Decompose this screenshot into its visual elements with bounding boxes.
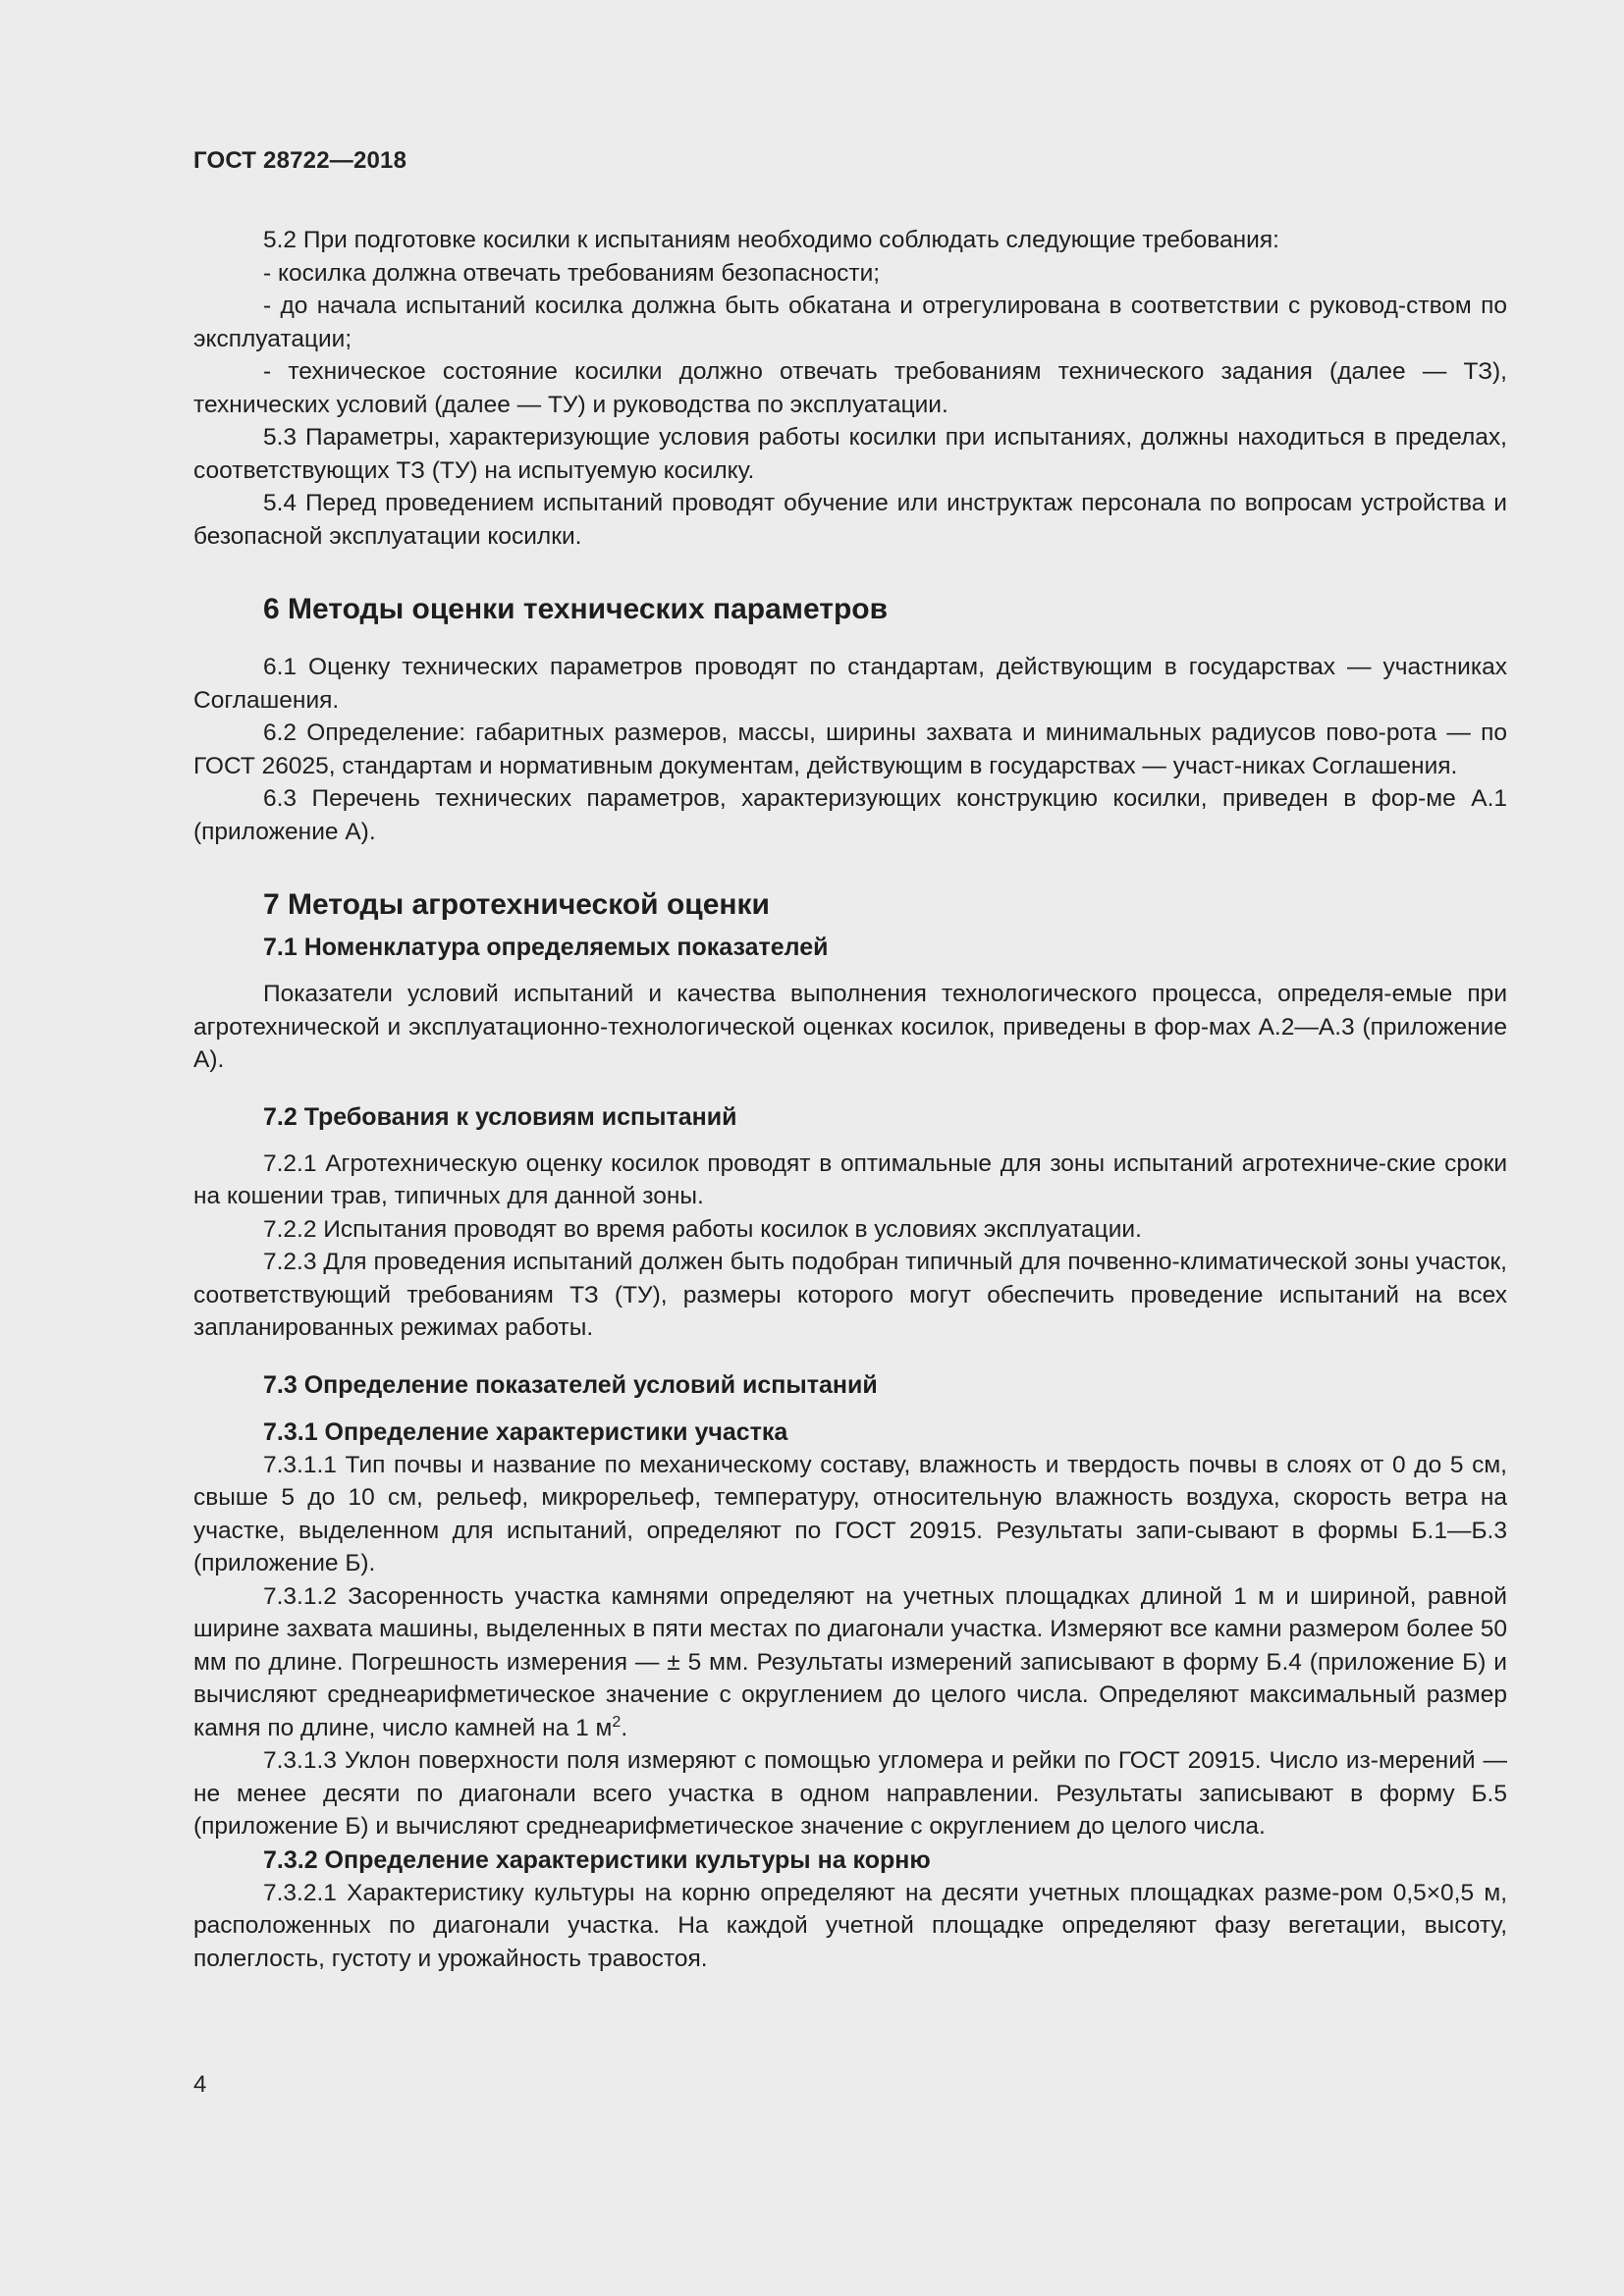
subsection-heading-7-1: 7.1 Номенклатура определяемых показателей [263,934,829,961]
paragraph-7-3-1-2-text: 7.3.1.2 Засоренность участка камнями определяют на учетных площадках длиной 1 м и шириной, равной ширине захвата машины, выделенных в пяти местах по диагонали участка. Измеряют все камни размером более 50 мм по длине. Погрешность измерения — ± 5 мм. Результаты измерений записывают в форму Б.4 (приложение Б) и вычисляют среднеарифметическое значение с округлением до целого числа. Определяют максимальный размер камня по длине, число камней на 1 м [193,1582,1507,1741]
paragraph-7-3-1-1: 7.3.1.1 Тип почвы и название по механическому составу, влажность и твердость почвы в слоях от 0 до 5 см, свыше 5 до 10 см, рельеф, микрорельеф, температуру, относительную влажность воздуха, скорость ветра на участке, выделенном для испытаний, определяют по ГОСТ 20915. Результаты запи-сывают в формы Б.1—Б.3 (приложение Б). [193,1451,1507,1576]
paragraph-7-2-2: 7.2.2 Испытания проводят во время работы косилок в условиях эксплуатации. [263,1215,1142,1243]
paragraph-7-3-1-3: 7.3.1.3 Уклон поверхности поля измеряют с помощью угломера и рейки по ГОСТ 20915. Число из-мерений — не менее десяти по диагонали всего участка в одном направлении. Результаты записывают в форму Б.5 (приложение Б) и вычисляют среднеарифметическое значение с округлением до целого числа. [193,1747,1507,1840]
subsection-heading-7-3-1: 7.3.1 Определение характеристики участка [263,1417,788,1446]
paragraph-7-2-1: 7.2.1 Агротехническую оценку косилок проводят в оптимальные для зоны испытаний агротехниче-ские сроки на кошении трав, типичных для данной зоны. [193,1149,1507,1209]
paragraph-6-1: 6.1 Оценку технических параметров проводят по стандартам, действующим в государствах — участниках Соглашения. [193,654,1507,714]
subsection-heading-7-3-2: 7.3.2 Определение характеристики культуры на корню [263,1845,931,1874]
document-header: ГОСТ 28722—2018 [193,147,407,174]
subsection-heading-7-2: 7.2 Требования к условиям испытаний [263,1102,737,1131]
paragraph-6-3: 6.3 Перечень технических параметров, характеризующих конструкцию косилки, приведен в фор-ме А.1 (приложение А). [193,785,1507,845]
paragraph-5-4: 5.4 Перед проведением испытаний проводят обучение или инструктаж персонала по вопросам устройства и безопасной эксплуатации косилки. [193,490,1507,550]
paragraph-7-3-2-1: 7.3.2.1 Характеристику культуры на корню определяют на десяти учетных площадках разме-ром 0,5×0,5 м, расположенных по диагонали участка. На каждой учетной площадке определяют фазу вегетации, высоту, полеглость, густоту и урожайность травостоя. [193,1879,1507,1972]
section-heading-6: 6 Методы оценки технических параметров [263,593,889,625]
paragraph-7-1: Показатели условий испытаний и качества выполнения технологического процесса, определя-емые при агротехнической и эксплуатационно-технологической оценках косилок, приведены в фор-мах А.2—А.3 (приложение А). [193,981,1507,1073]
paragraph-6-2: 6.2 Определение: габаритных размеров, массы, ширины захвата и минимальных радиусов пово-рота — по ГОСТ 26025, стандартам и нормативным документам, действующим в государствах — участ-никах Соглашения. [193,720,1507,779]
list-item-5-2-b: - до начала испытаний косилка должна быть обкатана и отрегулирована в соответствии с руковод-ством по эксплуатации; [193,293,1507,352]
paragraph-7-3-1-2-end: . [621,1714,628,1741]
document-body [193,224,1507,1975]
section-heading-7: 7 Методы агротехнической оценки [263,888,770,921]
paragraph-7-2-3: 7.2.3 Для проведения испытаний должен быть подобран типичный для почвенно-климатической зоны участок, соответствующий требованиям ТЗ (ТУ), размеры которого могут обеспечить проведение испытаний на всех запланированных режимах работы. [193,1249,1507,1341]
page-number: 4 [193,2071,207,2098]
superscript-2: 2 [612,1713,622,1731]
paragraph-5-3: 5.3 Параметры, характеризующие условия работы косилки при испытаниях, должны находиться в пределах, соответствующих ТЗ (ТУ) на испытуемую косилку. [193,424,1507,484]
list-item-5-2-c: - техническое состояние косилки должно отвечать требованиям технического задания (далее — ТЗ), технических условий (далее — ТУ) и руководства по эксплуатации. [193,358,1507,418]
subsection-heading-7-3: 7.3 Определение показателей условий испытаний [263,1370,878,1399]
paragraph-7-3-1-2 [193,1580,1507,1745]
list-item-5-2-a: - косилка должна отвечать требованиям безопасности; [263,259,881,287]
paragraph-5-2: 5.2 При подготовке косилки к испытаниям необходимо соблюдать следующие требования: [263,227,1279,253]
